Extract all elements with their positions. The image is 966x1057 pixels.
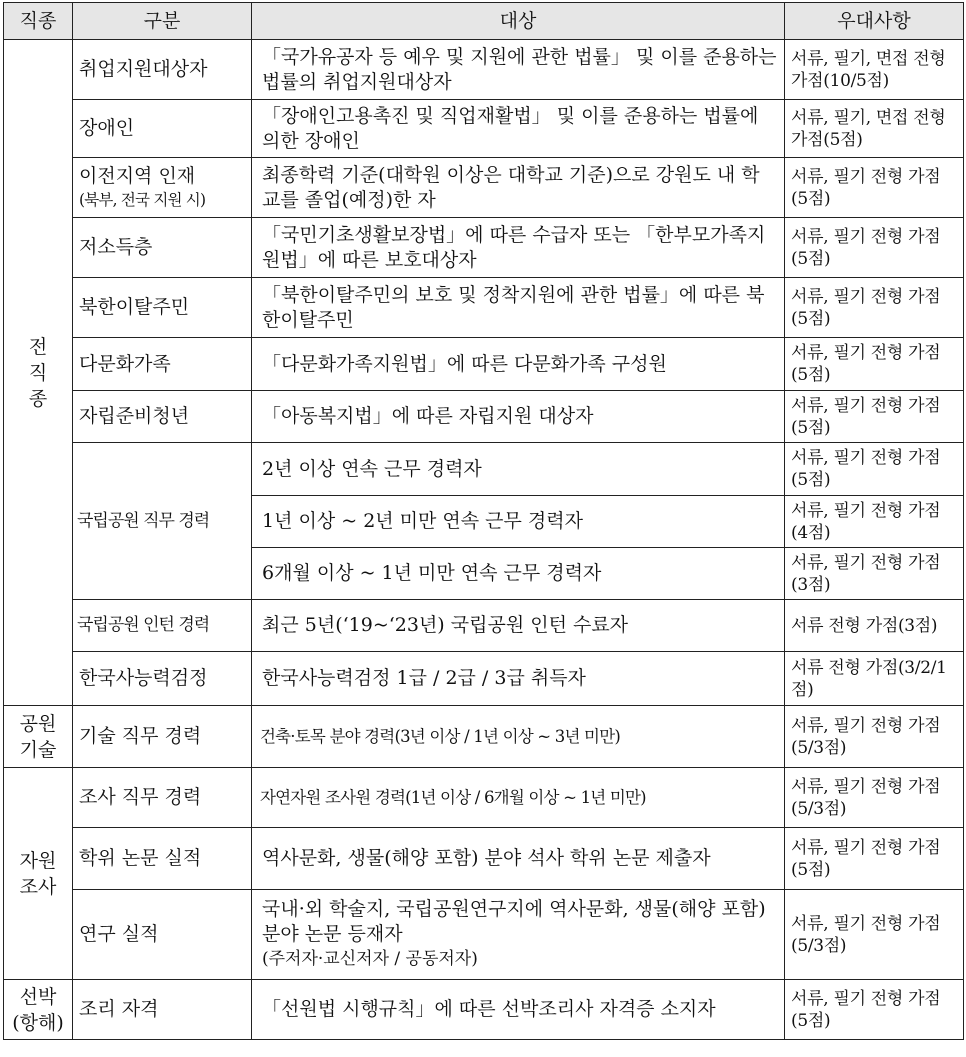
- preference-cell: 서류, 필기 전형 가점(3점): [785, 548, 964, 600]
- target-cell: 「아동복지법」에 따른 자립지원 대상자: [252, 391, 785, 443]
- preference-table-container: [3, 2, 963, 1040]
- header-category: 직종: [4, 3, 73, 40]
- division-cell: 국립공원 인턴 경력: [73, 600, 252, 652]
- preference-cell: 서류, 필기 전형 가점(5점): [785, 218, 964, 278]
- target-cell: 건축·토목 분야 경력(3년 이상 / 1년 이상 ~ 3년 미만): [252, 706, 785, 768]
- preference-cell: 서류, 필기 전형 가점(5점): [785, 391, 964, 443]
- preference-cell: 서류, 필기 전형 가점(5점): [785, 158, 964, 218]
- table-row: [4, 652, 964, 706]
- target-cell: 「국민기초생활보장법」에 따른 수급자 또는 「한부모가족지원법」에 따른 보호대상자: [252, 218, 785, 278]
- preference-cell: 서류 전형 가점(3점): [785, 600, 964, 652]
- table-row: [4, 278, 964, 338]
- header-preference: 우대사항: [785, 3, 964, 40]
- division-cell: [73, 158, 252, 218]
- target-cell: 2년 이상 연속 근무 경력자: [252, 443, 785, 496]
- table-row: [4, 158, 964, 218]
- division-cell: 저소득층: [73, 218, 252, 278]
- division-note: (북부, 전국 지원 시): [79, 190, 206, 209]
- target-cell: 최근 5년(‘19~‘23년) 국립공원 인턴 수료자: [252, 600, 785, 652]
- preference-cell: 서류, 필기 전형 가점(5/3점): [785, 768, 964, 828]
- target-cell: 「다문화가족지원법」에 따른 다문화가족 구성원: [252, 338, 785, 391]
- table-row: [4, 828, 964, 890]
- division-cell: 조리 자격: [73, 980, 252, 1040]
- division-cell: 북한이탈주민: [73, 278, 252, 338]
- preference-cell: 서류, 필기 전형 가점(5점): [785, 443, 964, 496]
- division-cell: 학위 논문 실적: [73, 828, 252, 890]
- table-row: [4, 338, 964, 391]
- division-cell: 연구 실적: [73, 890, 252, 980]
- target-text: 국내·외 학술지, 국립공원연구지에 역사문화, 생물(해양 포함) 분야 논문 등재자: [262, 898, 766, 945]
- target-cell: 「국가유공자 등 예우 및 지원에 관한 법률」 및 이를 준용하는 법률의 취업지원대상자: [252, 40, 785, 100]
- table-row: [4, 100, 964, 158]
- table-row: [4, 218, 964, 278]
- division-label: 이전지역 인재: [79, 164, 196, 187]
- target-cell: 6개월 이상 ~ 1년 미만 연속 근무 경력자: [252, 548, 785, 600]
- target-cell: 「북한이탈주민의 보호 및 정착지원에 관한 법률」에 따른 북한이탈주민: [252, 278, 785, 338]
- target-cell: 자연자원 조사원 경력(1년 이상 / 6개월 이상 ~ 1년 미만): [252, 768, 785, 828]
- table-row: [4, 706, 964, 768]
- target-cell: 최종학력 기준(대학원 이상은 대학교 기준)으로 강원도 내 학교를 졸업(예정)한 자: [252, 158, 785, 218]
- table-row: [4, 40, 964, 100]
- division-cell: 조사 직무 경력: [73, 768, 252, 828]
- target-cell: 1년 이상 ~ 2년 미만 연속 근무 경력자: [252, 496, 785, 548]
- target-cell: 「장애인고용촉진 및 직업재활법」 및 이를 준용하는 법률에 의한 장애인: [252, 100, 785, 158]
- target-cell: 「선원법 시행규칙」에 따른 선박조리사 자격증 소지자: [252, 980, 785, 1040]
- target-cell: 역사문화, 생물(해양 포함) 분야 석사 학위 논문 제출자: [252, 828, 785, 890]
- division-cell: 자립준비청년: [73, 391, 252, 443]
- target-cell: 한국사능력검정 1급 / 2급 / 3급 취득자: [252, 652, 785, 706]
- division-cell: 다문화가족: [73, 338, 252, 391]
- division-cell: 장애인: [73, 100, 252, 158]
- division-cell: 국립공원 직무 경력: [73, 443, 252, 600]
- preference-cell: 서류 전형 가점(3/2/1점): [785, 652, 964, 706]
- preference-cell: 서류, 필기 전형 가점(5/3점): [785, 890, 964, 980]
- category-engineering: 공원 기술: [4, 706, 73, 768]
- division-cell: 기술 직무 경력: [73, 706, 252, 768]
- target-note: (주저자·교신저자 / 공동저자): [262, 949, 478, 969]
- preference-cell: 서류, 필기, 면접 전형 가점(5점): [785, 100, 964, 158]
- preference-cell: 서류, 필기 전형 가점(5점): [785, 278, 964, 338]
- preference-cell: 서류, 필기 전형 가점(5점): [785, 828, 964, 890]
- header-division: 구분: [73, 3, 252, 40]
- target-cell: [252, 890, 785, 980]
- division-cell: 한국사능력검정: [73, 652, 252, 706]
- category-all: 전 직 종: [4, 40, 73, 706]
- table-row: [4, 890, 964, 980]
- preference-cell: 서류, 필기 전형 가점(5/3점): [785, 706, 964, 768]
- table-row: [4, 600, 964, 652]
- header-target: 대상: [252, 3, 785, 40]
- table-row: [4, 391, 964, 443]
- division-cell: 취업지원대상자: [73, 40, 252, 100]
- table-row: [4, 980, 964, 1040]
- header-row: [4, 3, 964, 40]
- preference-table: [3, 2, 964, 1040]
- category-resource: 자원 조사: [4, 768, 73, 980]
- category-ship: 선박 (항해): [4, 980, 73, 1040]
- preference-cell: 서류, 필기 전형 가점(5점): [785, 980, 964, 1040]
- preference-cell: 서류, 필기 전형 가점(4점): [785, 496, 964, 548]
- table-row: [4, 768, 964, 828]
- preference-cell: 서류, 필기 전형 가점(5점): [785, 338, 964, 391]
- table-row: [4, 443, 964, 496]
- preference-cell: 서류, 필기, 면접 전형 가점(10/5점): [785, 40, 964, 100]
